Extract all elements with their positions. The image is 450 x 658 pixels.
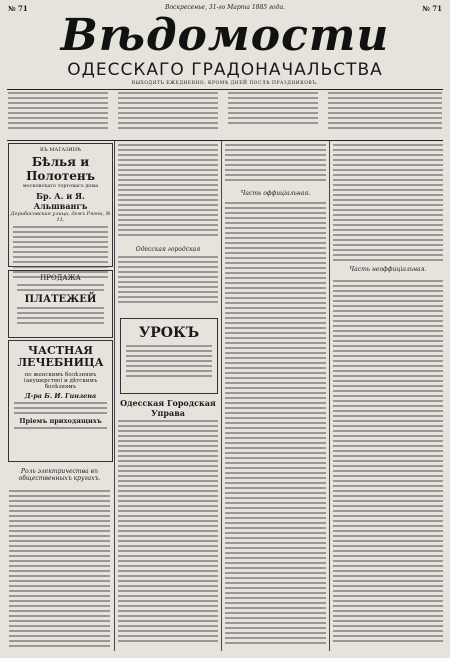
city-council-heading: Одесская Городская Управа <box>120 398 216 418</box>
sale-title: ПРОДАЖА <box>40 274 81 282</box>
unofficial-section-heading: Часть неоффиціальная. <box>349 266 427 273</box>
school-heading: Одесская городская <box>135 246 201 253</box>
store-owner: Бр. А. и Я. Альшвангъ <box>33 191 88 211</box>
subscription-terms <box>8 92 108 138</box>
column-2-top-notices <box>118 144 218 244</box>
info-rule <box>7 140 443 141</box>
city-council-notice <box>118 420 218 650</box>
lessons-ad <box>120 318 218 394</box>
unofficial-section-text <box>333 280 443 650</box>
payments-sale-ad <box>8 270 113 338</box>
store-address: Дерибасовская улица, домъ Рязни, № 11, <box>10 211 111 223</box>
column-rule-3 <box>329 141 330 651</box>
masthead-tagline: ВЫХОДЯТЪ ЕЖЕДНЕВНО, КРОМѢ ДНЕЙ ПОСЛѢ ПРАЗДНИКОВЪ. <box>131 81 319 86</box>
sale-body: ПЛАТЕЖЕЙ <box>24 294 97 305</box>
issue-number-right: № 71 <box>422 4 442 13</box>
linen-store-ad <box>8 143 113 267</box>
column-rule-1 <box>114 141 115 651</box>
clinic-hours: Пріемъ приходящихъ <box>19 417 102 425</box>
lessons-title: УРОКЪ <box>138 325 200 341</box>
clinic-doctor: Д-ра Б. И. Гинзена <box>24 392 97 400</box>
editorial-notices <box>118 92 218 138</box>
official-section-heading: Часть оффиціальная. <box>240 190 311 197</box>
electricity-article <box>9 490 110 650</box>
header-rule <box>7 89 443 90</box>
column-4-top-text <box>333 144 443 264</box>
electricity-heading: Роль электричества въ общественныхъ кругахъ. <box>18 468 101 482</box>
clinic-ad <box>8 340 113 462</box>
masthead-subtitle: ОДЕССКАГО ГРАДОНАЧАЛЬСТВА <box>67 60 383 80</box>
clinic-title: ЧАСТНАЯ ЛЕЧЕБНИЦА <box>17 344 104 369</box>
masthead-title: Вѣдомости <box>60 10 390 61</box>
official-section-text <box>225 202 326 650</box>
store-house: московскаго торговаго дома <box>22 183 99 189</box>
advertising-rates <box>328 92 442 138</box>
school-notice <box>118 256 218 316</box>
column-rule-2 <box>221 141 222 651</box>
clinic-subtitle: по женскимъ болѣзнямъ (акушерство) и дѣтскимъ болѣзнямъ <box>23 372 98 390</box>
issue-number-left: № 71 <box>8 4 28 13</box>
issue-date: Воскресенье, 31-го Марта 1885 года. <box>165 4 285 11</box>
column-3-top-notices <box>225 144 326 188</box>
office-hours <box>228 92 318 138</box>
store-intro: ВЪ МАГАЗИНѢ <box>40 147 81 153</box>
store-goods: Бѣлья и Полотенъ <box>26 155 95 183</box>
